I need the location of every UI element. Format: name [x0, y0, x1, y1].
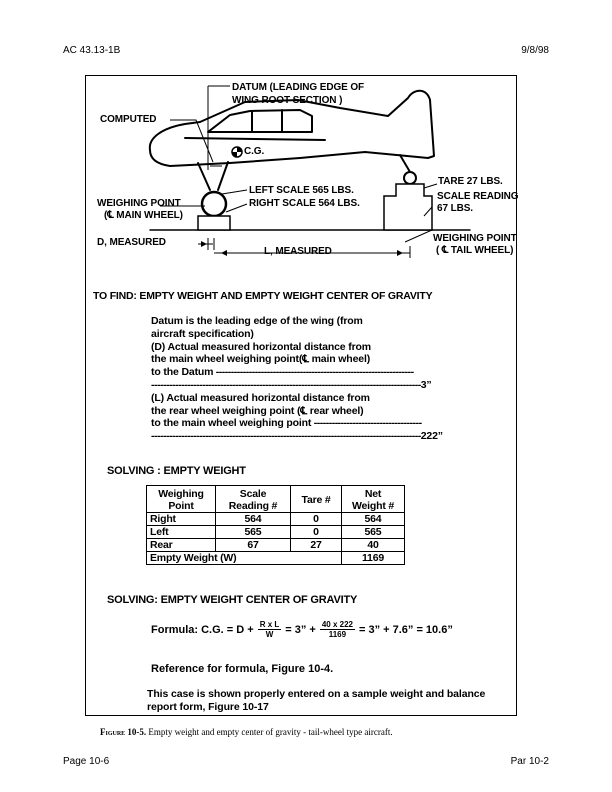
- left-scale-label: LEFT SCALE 565 LBS.: [249, 185, 354, 196]
- cg-formula: [151, 620, 453, 640]
- cell-tare: 0: [291, 513, 342, 526]
- col-net-weight: Net Weight #: [342, 486, 405, 513]
- scale-reading-label-line2: 67 LBS.: [437, 203, 473, 214]
- cell-scale: 67: [216, 539, 291, 552]
- left-scale-leader: [222, 190, 247, 194]
- scale-reading-label-line1: SCALE READING: [437, 191, 519, 202]
- caption-label: Figure 10-5.: [100, 727, 147, 737]
- l-value: 222”: [420, 430, 443, 443]
- cell-point: Right: [147, 513, 216, 526]
- tare-label: TARE 27 LBS.: [438, 176, 503, 187]
- leader-dashes: ------------------------------------: [311, 417, 422, 430]
- cg-symbol: [232, 147, 242, 157]
- right-scale-label: RIGHT SCALE 564 LBS.: [249, 198, 360, 209]
- explanation-line: (L) Actual measured horizontal distance from: [151, 391, 370, 404]
- explanation-line: the rear wheel weighing point (℄ rear wheel): [151, 404, 364, 417]
- weighing-point-main-line2: (℄ MAIN WHEEL): [104, 210, 183, 221]
- tail-scale: [384, 184, 432, 230]
- total-label: Empty Weight (W): [147, 552, 342, 565]
- explanation-line-main: [151, 417, 422, 430]
- explanation-text: to the Datum: [151, 366, 214, 379]
- cell-net: 564: [342, 513, 405, 526]
- fraction-values: [320, 620, 355, 640]
- cell-scale: 565: [216, 526, 291, 539]
- weighing-point-tail-line2: ( ℄ TAIL WHEEL): [436, 245, 514, 256]
- fraction-denominator: 1169: [328, 630, 347, 639]
- explanation-line: Datum is the leading edge of the wing (from: [151, 315, 363, 327]
- col-weighing-point: Weighing Point: [147, 486, 216, 513]
- explanation-line: the main wheel weighing point(℄ main wheel): [151, 353, 371, 366]
- explanation-line: aircraft specification): [151, 327, 254, 340]
- weighing-point-tail-line1: WEIGHING POINT: [433, 233, 517, 244]
- weighing-point-tail-leader: [405, 230, 432, 242]
- computed-label: COMPUTED: [100, 114, 157, 125]
- tare-leader: [424, 184, 437, 188]
- document-id: AC 43.13-1B: [63, 45, 121, 56]
- formula-prefix: Formula: C.G. = D +: [151, 624, 254, 636]
- formula-reference: Reference for formula, Figure 10-4.: [151, 663, 334, 675]
- weighing-point-main-line1: WEIGHING POINT: [97, 198, 181, 209]
- table-total-row: [147, 552, 405, 565]
- cell-tare: 27: [291, 539, 342, 552]
- d-value: 3”: [420, 378, 432, 391]
- fraction-numerator: 40 x 222: [321, 620, 353, 629]
- figure-caption: [100, 727, 393, 737]
- cell-scale: 564: [216, 513, 291, 526]
- formula-result: = 3” + 7.6” = 10.6”: [358, 624, 453, 636]
- cell-tare: 0: [291, 526, 342, 539]
- report-form-note: This case is shown properly entered on a sample weight and balance report form, Figure 10-17: [147, 688, 486, 713]
- right-scale-leader: [226, 204, 247, 212]
- table-row: [147, 513, 405, 526]
- datum-label-line1: DATUM (LEADING EDGE OF: [232, 82, 365, 93]
- table-header-row: [147, 486, 405, 513]
- wing-root: [185, 138, 325, 140]
- paragraph-reference: Par 10-2: [510, 756, 549, 767]
- document-date: 9/8/98: [521, 45, 549, 56]
- main-wheel: [202, 192, 226, 216]
- fraction-numerator: R x L: [259, 620, 280, 629]
- table-row: [147, 539, 405, 552]
- d-measured-label: D, MEASURED: [97, 237, 166, 248]
- col-scale-reading: Scale Reading #: [216, 486, 291, 513]
- cell-point: Left: [147, 526, 216, 539]
- leader-dashes: ------------------------------------------------------------------------------------------: [151, 378, 421, 391]
- total-value: 1169: [342, 552, 405, 565]
- cabin-windows: [208, 110, 312, 132]
- page-number: Page 10-6: [63, 756, 110, 767]
- main-scale: [198, 216, 230, 230]
- explanation-block: [151, 315, 443, 443]
- explanation-line: (D) Actual measured horizontal distance from: [151, 340, 371, 353]
- col-tare: Tare #: [291, 486, 342, 513]
- leader-dashes: ------------------------------------------------------------------: [213, 366, 414, 379]
- explanation-line-datum: [151, 366, 414, 379]
- cell-net: 565: [342, 526, 405, 539]
- l-measured-label: L, MEASURED: [264, 246, 332, 257]
- explanation-line-d-value: [151, 378, 432, 392]
- table-row: [147, 526, 405, 539]
- fraction-denominator: W: [265, 630, 274, 639]
- tail-wheel: [404, 172, 416, 184]
- formula-mid: = 3” +: [285, 624, 316, 636]
- caption-text: Empty weight and empty center of gravity - tail-wheel type aircraft.: [146, 727, 393, 737]
- explanation-text: to the main wheel weighing point: [151, 417, 312, 430]
- cell-net: 40: [342, 539, 405, 552]
- solving-cg-heading: SOLVING: EMPTY WEIGHT CENTER OF GRAVITY: [107, 594, 358, 606]
- tail-gear: [400, 155, 410, 172]
- to-find-heading: TO FIND: EMPTY WEIGHT AND EMPTY WEIGHT CENTER OF GRAVITY: [93, 290, 433, 302]
- weight-table: [146, 485, 405, 565]
- cg-label: C.G.: [244, 146, 265, 157]
- datum-label-line2: WING ROOT SECTION ): [232, 95, 343, 106]
- leader-dashes: ------------------------------------------------------------------------------------------: [151, 430, 421, 443]
- fraction-rl-over-w: [258, 620, 282, 640]
- cell-point: Rear: [147, 539, 216, 552]
- explanation-line-l-value: [151, 430, 443, 443]
- solving-weight-heading: SOLVING : EMPTY WEIGHT: [107, 465, 246, 477]
